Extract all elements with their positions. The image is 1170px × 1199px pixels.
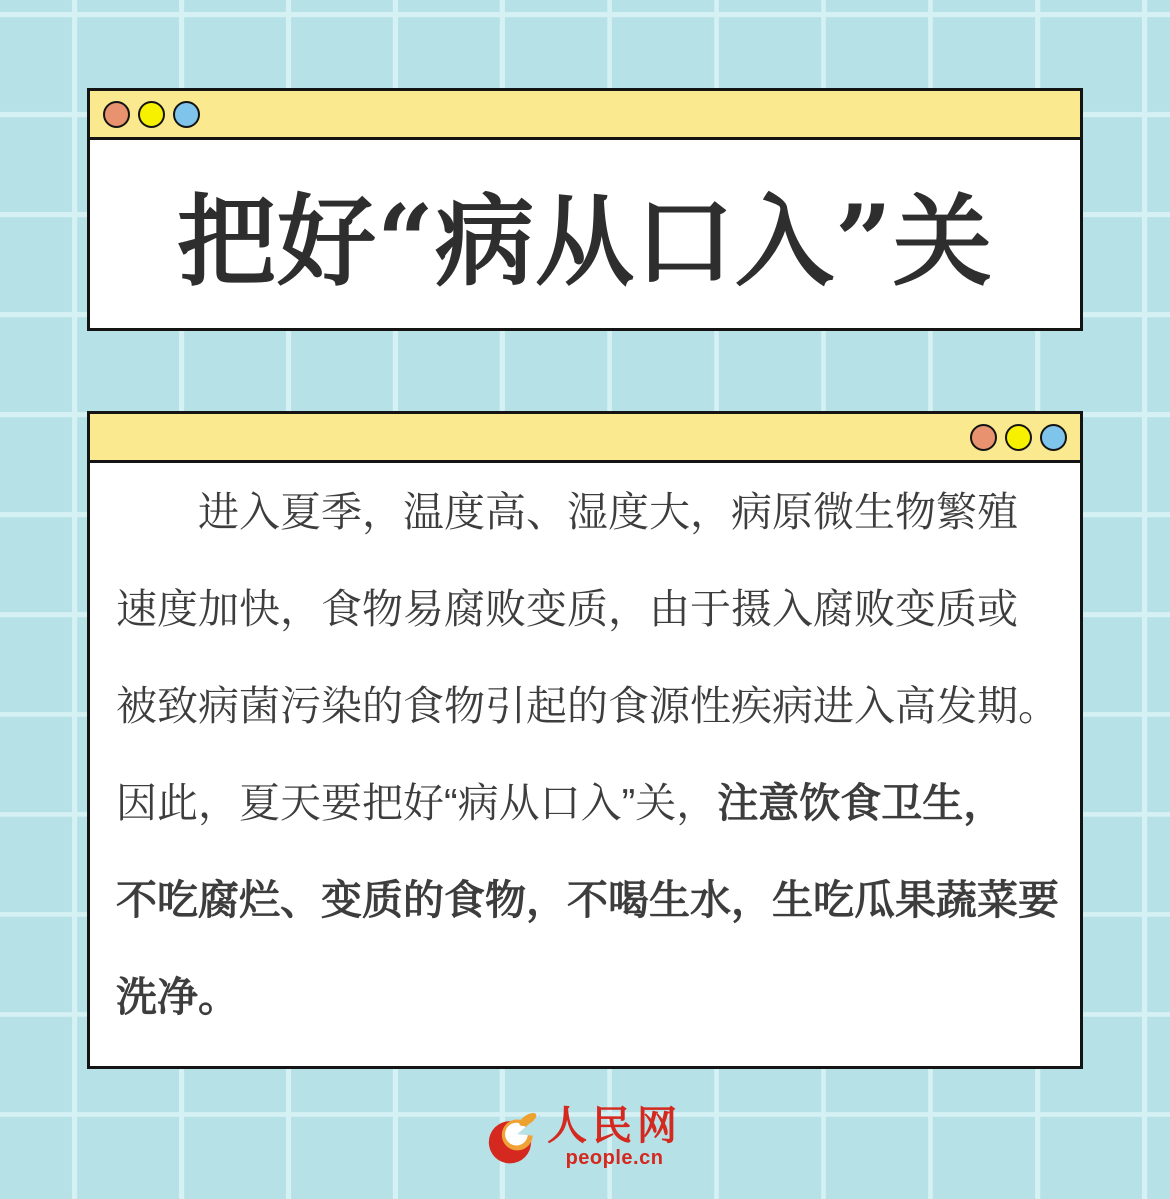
window-dot-blue-icon bbox=[1040, 424, 1067, 451]
body-text-line bbox=[116, 658, 1059, 755]
people-cn-logo-icon bbox=[488, 1111, 540, 1167]
body-text-line bbox=[116, 464, 1054, 561]
body-text-segment-bold: 注意饮食卫生， bbox=[717, 780, 1005, 826]
title-window bbox=[87, 88, 1083, 331]
body-text-line bbox=[116, 949, 1054, 1046]
body-text-segment: 进入夏季，温度高、湿度大，病原微生物繁殖 bbox=[198, 489, 1018, 535]
logo-domain-text: people.cn bbox=[565, 1147, 664, 1169]
window-dot-blue-icon bbox=[173, 101, 200, 128]
body-text-segment: 被致病菌污染的食物引起的食源性疾病进入高发期。 bbox=[116, 683, 1059, 729]
body-text-line bbox=[116, 561, 1054, 658]
window-dot-yellow-icon bbox=[1005, 424, 1032, 451]
body-text-segment-bold: 洗净。 bbox=[116, 974, 239, 1020]
title-window-body bbox=[90, 140, 1080, 328]
title-window-titlebar bbox=[90, 91, 1080, 140]
body-text-segment: 速度加快，食物易腐败变质，由于摄入腐败变质或 bbox=[116, 586, 1018, 632]
window-dot-yellow-icon bbox=[138, 101, 165, 128]
body-window-body bbox=[90, 463, 1080, 1046]
body-window-titlebar bbox=[90, 414, 1080, 463]
body-text-segment-bold: 不吃腐烂、变质的食物，不喝生水，生吃瓜果蔬菜要 bbox=[116, 877, 1059, 923]
body-text-line bbox=[116, 755, 1054, 852]
body-window bbox=[87, 411, 1083, 1069]
body-text-segment: 因此，夏天要把好“病从口入”关， bbox=[116, 780, 718, 826]
window-dot-red-icon bbox=[103, 101, 130, 128]
poster-title: 把好“病从口入”关 bbox=[177, 184, 993, 300]
logo-text-group bbox=[547, 1102, 682, 1170]
footer-logo bbox=[0, 1102, 1170, 1170]
window-dot-red-icon bbox=[970, 424, 997, 451]
body-text-line bbox=[116, 852, 1059, 949]
logo-cn-text: 人民网 bbox=[547, 1102, 682, 1149]
